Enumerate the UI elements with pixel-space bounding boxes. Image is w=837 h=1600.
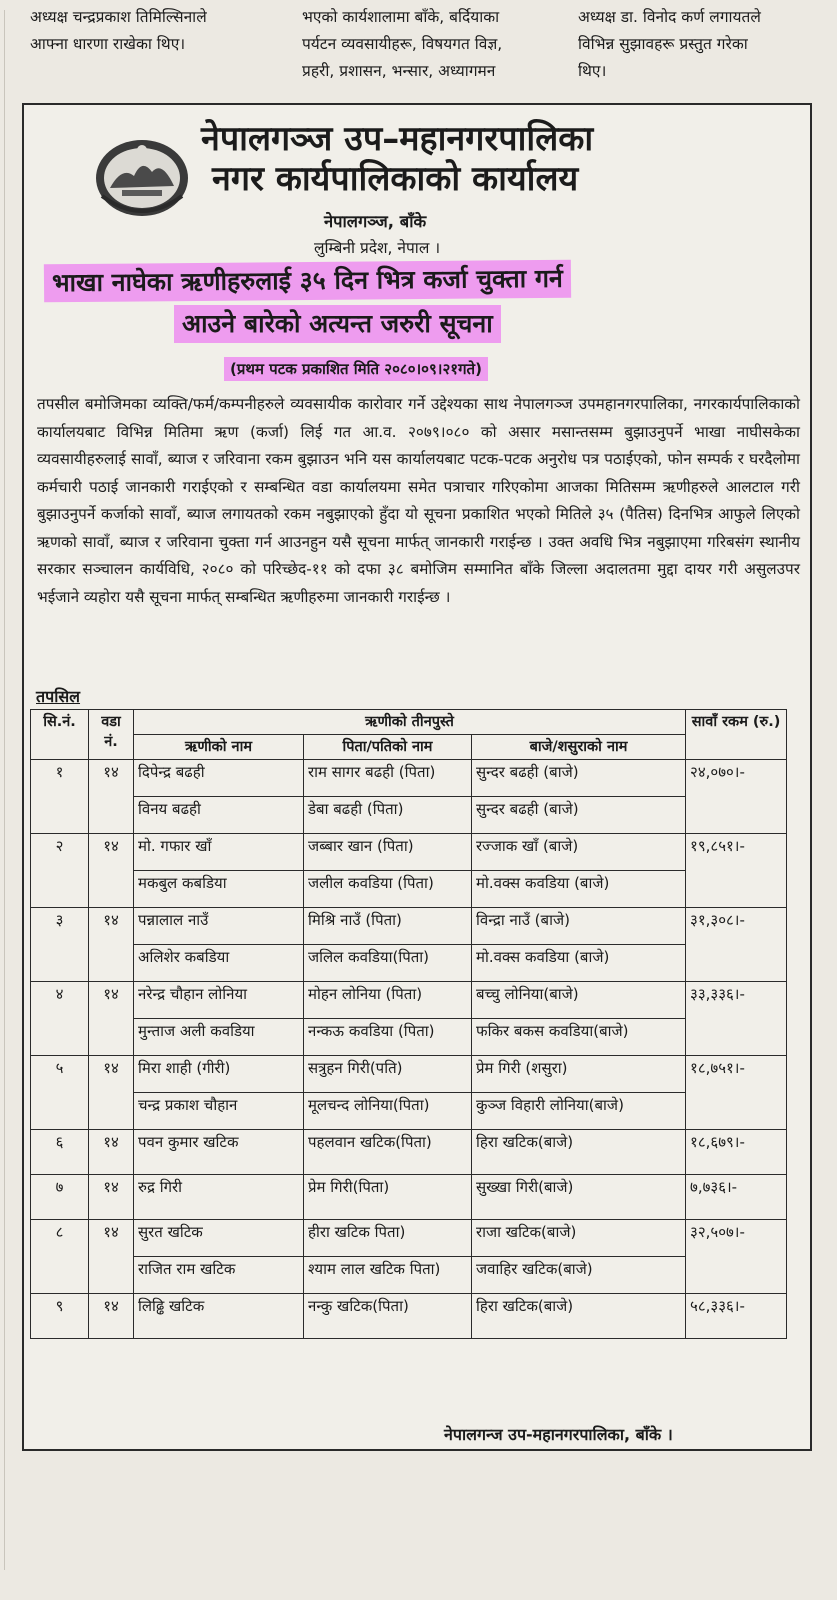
father-name-cell: प्रेम गिरी(पिता) [304,1175,472,1220]
serial-number-cell: ९ [31,1294,89,1339]
debtor-name-cell: नरेन्द्र चौहान लोनिया [134,982,304,1019]
header-ward: वडा नं. [89,710,134,760]
debtor-table [30,709,787,1339]
ward-number-cell: १४ [89,982,134,1056]
table-row [31,871,787,908]
serial-number-cell: ७ [31,1175,89,1220]
father-name-cell: मोहन लोनिया (पिता) [304,982,472,1019]
grandfather-name-cell: हिरा खटिक(बाजे) [472,1130,686,1175]
father-name-cell: मूलचन्द लोनिया(पिता) [304,1093,472,1130]
article-line: अध्यक्ष डा. विनोद कर्ण लगायतले [578,8,761,26]
table-row [31,760,787,797]
principal-amount-cell: ३३,३३६।- [686,982,787,1056]
header-grandfather: बाजे/शसुराको नाम [472,735,686,760]
article-column-left [30,4,275,58]
grandfather-name-cell: सुख्खा गिरी(बाजे) [472,1175,686,1220]
article-column-right [578,4,823,85]
grandfather-name-cell: फकिर बकस कवडिया(बाजे) [472,1019,686,1056]
principal-amount-cell: १८,७५१।- [686,1056,787,1130]
debtor-name-cell: सुरत खटिक [134,1220,304,1257]
debtor-name-cell: पवन कुमार खटिक [134,1130,304,1175]
serial-number-cell: १ [31,760,89,834]
table-row [31,797,787,834]
principal-amount-cell: १८,६७९।- [686,1130,787,1175]
header-principal: सावाँ रकम (रु.) [686,710,787,760]
father-name-cell: पहलवान खटिक(पिता) [304,1130,472,1175]
table-row [31,1257,787,1294]
grandfather-name-cell: सुन्दर बढही (बाजे) [472,797,686,834]
debtor-name-cell: मिरा शाही (गीरी) [134,1056,304,1093]
grandfather-name-cell: कुञ्ज विहारी लोनिया(बाजे) [472,1093,686,1130]
grandfather-name-cell: रज्जाक खाँ (बाजे) [472,834,686,871]
debtor-name-cell: अलिशेर कबडिया [134,945,304,982]
serial-number-cell: ५ [31,1056,89,1130]
debtor-name-cell: मकबुल कबडिया [134,871,304,908]
grandfather-name-cell: मो.वक्स कवडिया (बाजे) [472,871,686,908]
principal-amount-cell: २४,०७०।- [686,760,787,834]
debtor-name-cell: मुन्ताज अली कवडिया [134,1019,304,1056]
ward-number-cell: १४ [89,1130,134,1175]
ward-number-cell: १४ [89,760,134,834]
page-edge [4,10,17,1570]
table-row [31,1130,787,1175]
notice-headline-line1: भाखा नाघेका ऋणीहरुलाई ३५ दिन भित्र कर्जा चुक्ता गर्न [44,260,571,303]
table-row [31,1220,787,1257]
article-line: आफ्ना धारणा राखेका थिए। [30,35,186,53]
father-name-cell: नन्कऊ कवडिया (पिता) [304,1019,472,1056]
serial-number-cell: ८ [31,1220,89,1294]
grandfather-name-cell: सुन्दर बढही (बाजे) [472,760,686,797]
serial-number-cell: ४ [31,982,89,1056]
table-row [31,1093,787,1130]
debtor-table-body [31,760,787,1339]
header-debtor-name: ऋणीको नाम [134,735,304,760]
grandfather-name-cell: राजा खटिक(बाजे) [472,1220,686,1257]
grandfather-name-cell: जवाहिर खटिक(बाजे) [472,1257,686,1294]
father-name-cell: जलिल कवडिया(पिता) [304,945,472,982]
debtor-name-cell: विनय बढही [134,797,304,834]
principal-amount-cell: ३२,५०७।- [686,1220,787,1294]
article-line: पर्यटन व्यवसायीहरू, विषयगत विज्ञ, [302,35,503,53]
father-name-cell: जलील कवडिया (पिता) [304,871,472,908]
ward-number-cell: १४ [89,908,134,982]
notice-body: तपसील बमोजिमका व्यक्ति/फर्म/कम्पनीहरुले व्यवसायीक कारोवार गर्ने उद्देश्यका साथ नेपालगञ्ज उपमहानगरपालिका, नगरकार्यपालिकाको कार्यालयबाट विभिन्न मितिमा ऋण (कर्जा) लिई गत आ.व. २०७९।०८० को असार मसान्तसम्म बुझाउनुपर्ने भाखा नाघीसकेका व्यवसायीहरुलाई सावाँ, ब्याज र जरिवाना रकम बुझाउन भनि यस कार्यालयबाट पटक-पटक अनुरोध पत्र पठाईएको, फोन सम्पर्क र घरदैलोमा कर्मचारी पठाई जानकारी गराईएको र सम्बन्धित वडा कार्यालयमा समेत पत्राचार गरिएकोमा आजका मितिसम्म ऋणीहरुले आलटाल गरी बुझाउनुपर्ने कर्जाको सावाँ, ब्याज लगायतको रकम नबुझाएको हुँदा यो सूचना प्रकाशित भएको मितिले ३५ (पैतिस) दिनभित्र आफुले लिएको ऋणको सावाँ, ब्याज र जरिवाना चुक्ता गर्न आउनहुन यसै सूचना मार्फत् जानकारी गराईन्छ । उक्त अवधि भित्र नबुझाएमा गरिबसंग स्थानीय सरकार सञ्चालन कार्यविधि, २०८० को परिच्छेद-११ को दफा ३८ बमोजिम सम्मानित बाँके जिल्ला अदालतमा मुद्दा दायर गरी असुलउपर भईजाने व्यहोरा यसै सूचना मार्फत् सम्बन्धित ऋणीहरुमा जानकारी गराईन्छ । [37,395,800,606]
table-row [31,1175,787,1220]
header-father-husband: पिता/पतिको नाम [304,735,472,760]
table-row [31,1294,787,1339]
debtor-name-cell: राजित राम खटिक [134,1257,304,1294]
debtor-name-cell: लिढ्ढि खटिक [134,1294,304,1339]
father-name-cell: राम सागर बढही (पिता) [304,760,472,797]
table-row [31,1019,787,1056]
father-name-cell: नन्कु खटिक(पिता) [304,1294,472,1339]
debtor-name-cell: दिपेन्द्र बढही [134,760,304,797]
principal-amount-cell: १९,८५१।- [686,834,787,908]
table-row [31,908,787,945]
principal-amount-cell: ३१,३०८।- [686,908,787,982]
ward-number-cell: १४ [89,1294,134,1339]
table-row [31,945,787,982]
debtor-name-cell: चन्द्र प्रकाश चौहान [134,1093,304,1130]
article-line: थिए। [578,62,607,80]
father-name-cell: मिश्रि नाउँ (पिता) [304,908,472,945]
grandfather-name-cell: विन्द्रा नाउँ (बाजे) [472,908,686,945]
grandfather-name-cell: हिरा खटिक(बाजे) [472,1294,686,1339]
header-three-generations: ऋणीको तीनपुस्ते [134,710,686,735]
issuing-authority: नेपालगन्ज उप-महानगरपालिका, बाँके । [444,1425,673,1444]
father-name-cell: सत्रुहन गिरी(पति) [304,1056,472,1093]
article-line: प्रहरी, प्रशासन, भन्सार, अध्यागमन [302,62,496,80]
public-notice [22,103,812,1451]
article-line: विभिन्न सुझावहरू प्रस्तुत गरेका [578,35,748,53]
article-line: भएको कार्यशालामा बाँके, बर्दियाका [302,8,500,26]
table-row [31,834,787,871]
principal-amount-cell: ७,७३६।- [686,1175,787,1220]
article-line: अध्यक्ष चन्द्रप्रकाश तिमिल्सिनाले [30,8,207,26]
article-column-middle [302,4,542,85]
ward-number-cell: १४ [89,1175,134,1220]
ward-number-cell: १४ [89,834,134,908]
notice-headline-line2: आउने बारेको अत्यन्त जरुरी सूचना [174,305,501,343]
table-caption: तपसिल [36,687,81,706]
father-name-cell: जब्बार खान (पिता) [304,834,472,871]
grandfather-name-cell: बच्चु लोनिया(बाजे) [472,982,686,1019]
ward-number-cell: १४ [89,1220,134,1294]
table-row [31,982,787,1019]
office-address-city: नेपालगञ्ज, बाँके [324,212,427,231]
serial-number-cell: ६ [31,1130,89,1175]
grandfather-name-cell: प्रेम गिरी (शसुरा) [472,1056,686,1093]
first-published-date: (प्रथम पटक प्रकाशित मिति २०८०।०९।२१गते) [224,357,488,381]
debtor-name-cell: पन्नालाल नाउँ [134,908,304,945]
debtor-name-cell: रुद्र गिरी [134,1175,304,1220]
preceding-article-strip [0,0,837,100]
ward-number-cell: १४ [89,1056,134,1130]
father-name-cell: श्याम लाल खटिक पिता) [304,1257,472,1294]
table-row [31,1056,787,1093]
office-title-line2: नगर कार्यपालिकाको कार्यालय [212,159,579,199]
serial-number-cell: २ [31,834,89,908]
serial-number-cell: ३ [31,908,89,982]
debtor-name-cell: मो. गफार खाँ [134,834,304,871]
principal-amount-cell: ५८,३३६।- [686,1294,787,1339]
father-name-cell: डेबा बढही (पिता) [304,797,472,834]
office-title-line1: नेपालगञ्ज उप–महानगरपालिका [201,119,594,159]
office-address-province: लुम्बिनी प्रदेश, नेपाल । [314,239,441,257]
father-name-cell: हीरा खटिक पिता) [304,1220,472,1257]
header-serial: सि.नं. [31,710,89,760]
grandfather-name-cell: मो.वक्स कवडिया (बाजे) [472,945,686,982]
government-emblem-icon [92,136,192,220]
